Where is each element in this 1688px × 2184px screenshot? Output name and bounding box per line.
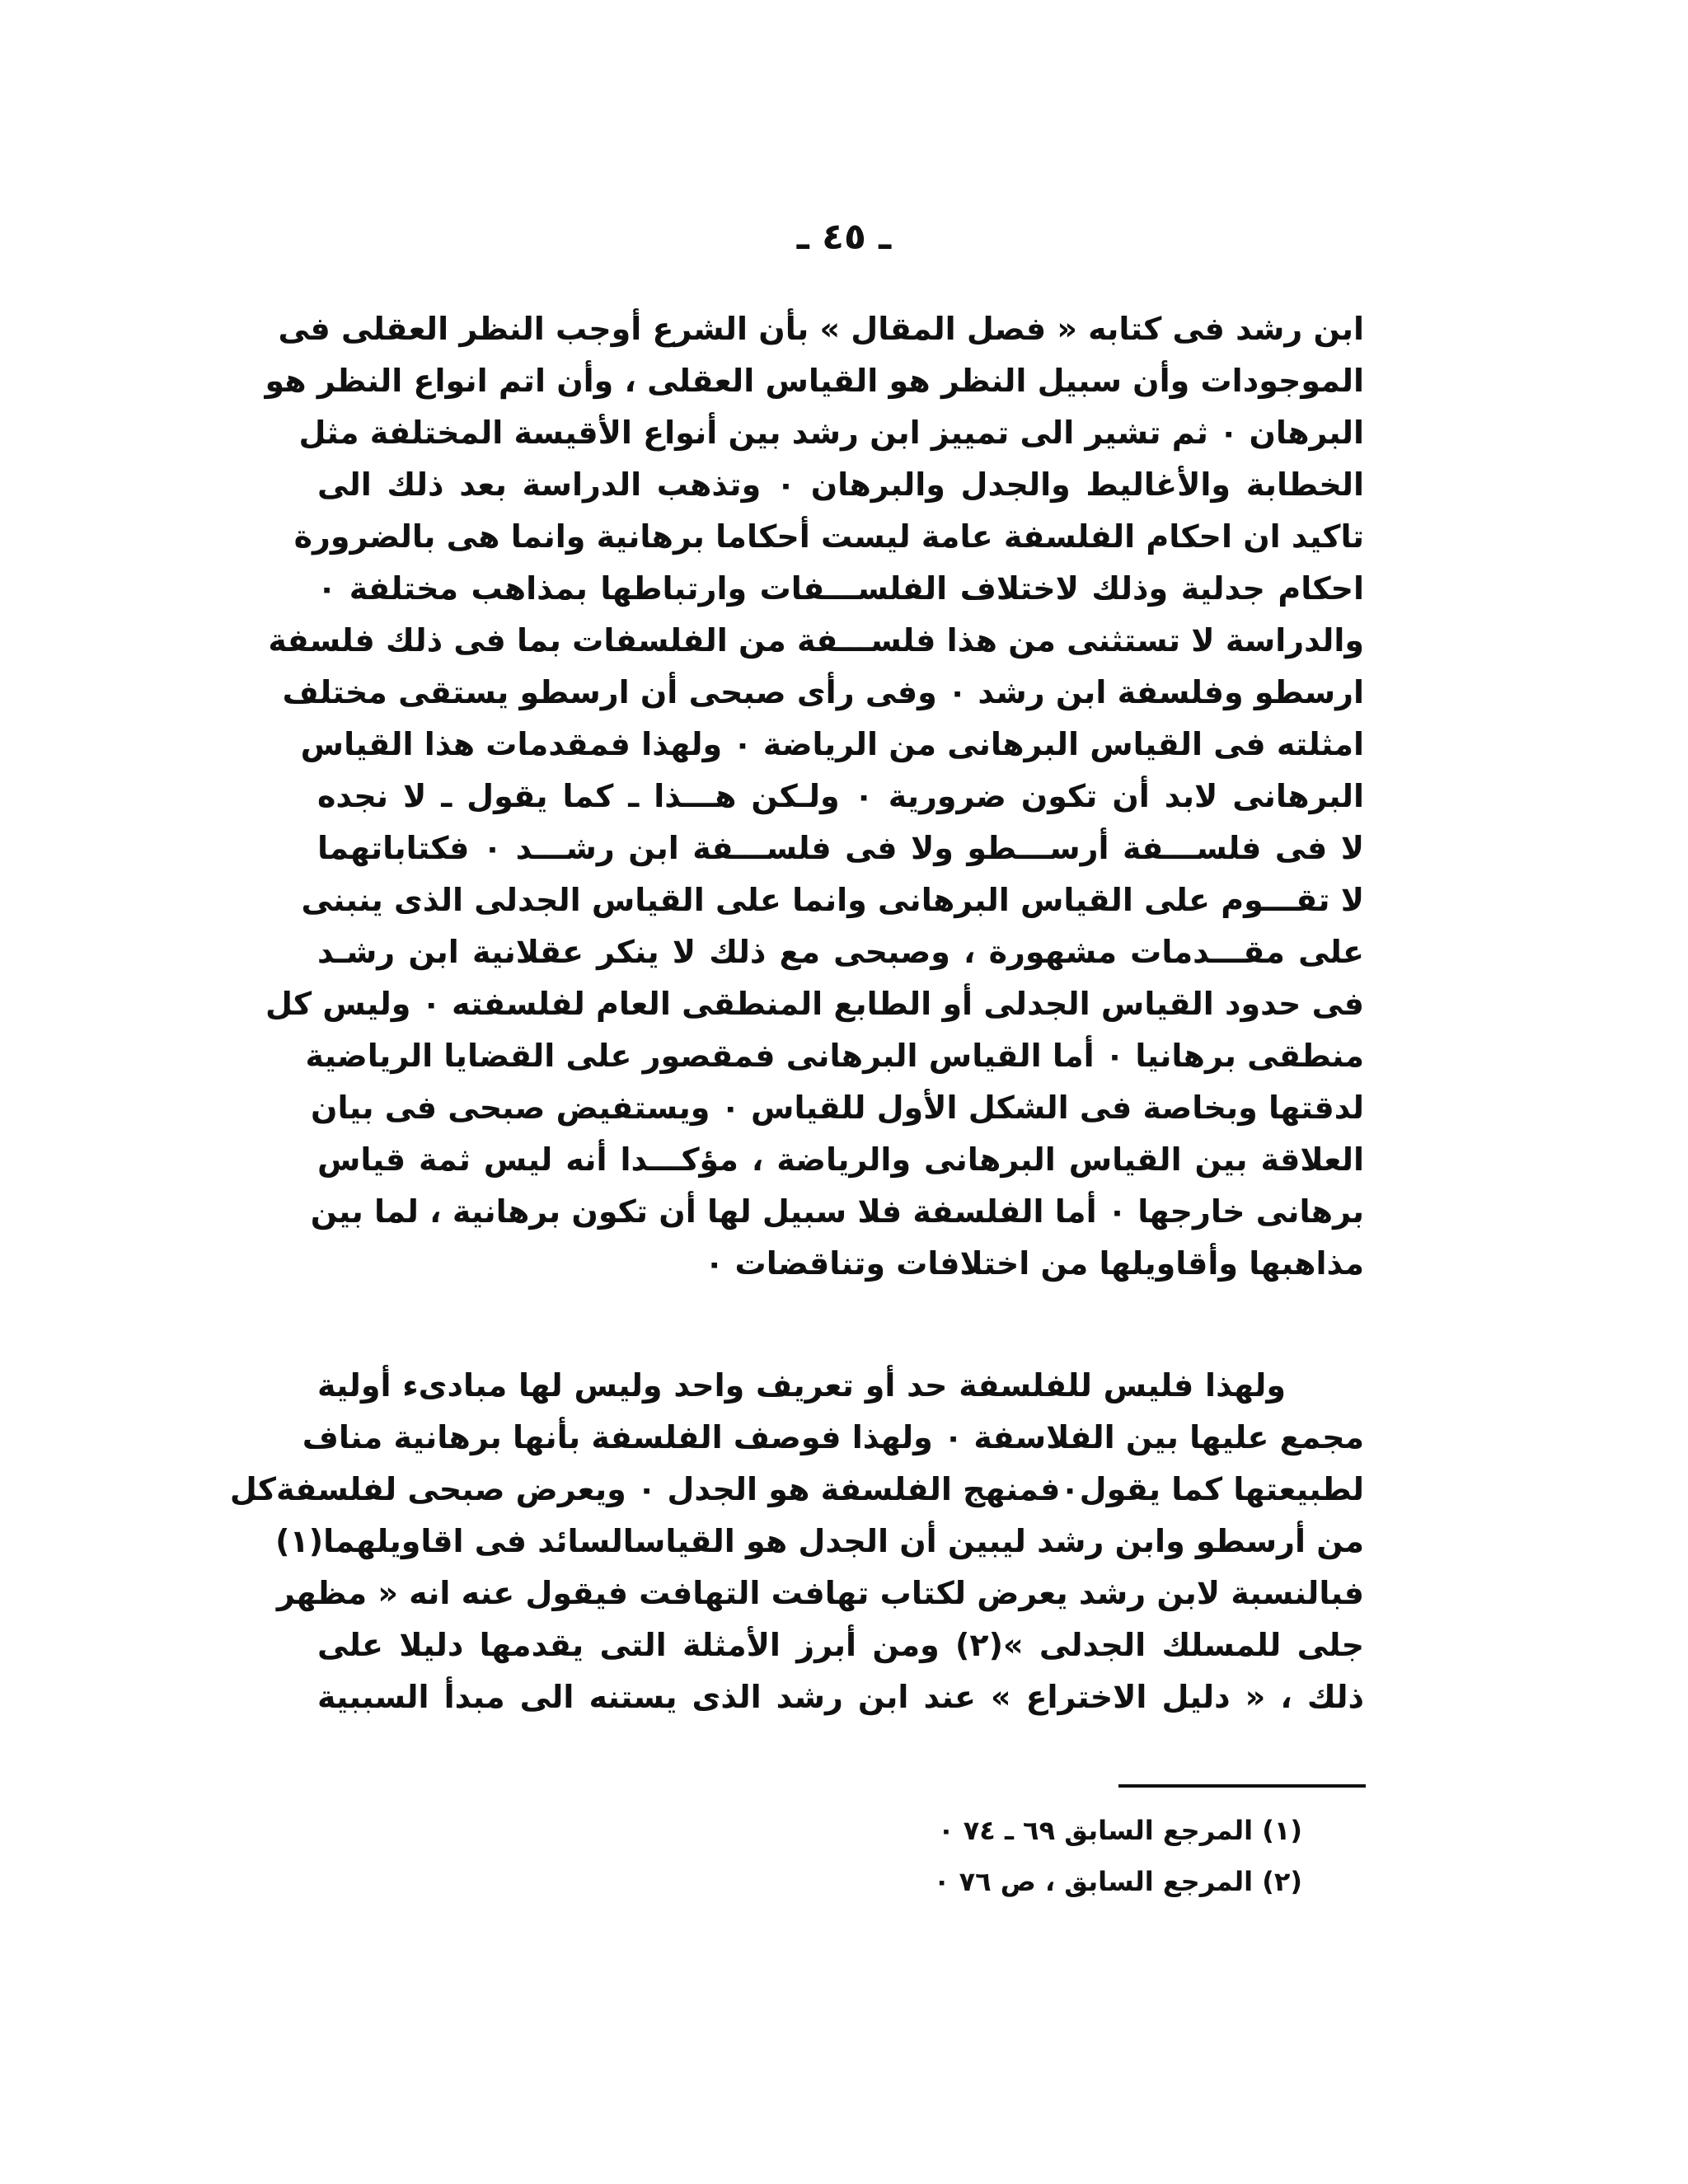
- text-line: ولهذا فليس للفلسفة حد أو تعريف واحد وليس لها مبادىء أولية: [317, 1367, 1286, 1404]
- text-line: على مقـــدمات مشهورة ، وصبحى مع ذلك لا ينكر عقلانية ابن رشـد: [317, 934, 1364, 970]
- text-line: برهانى خارجها ٠ أما الفلسفة فلا سبيل لها أن تكون برهانية ، لما بين: [310, 1193, 1364, 1230]
- text-line: ابن رشد فى كتابه « فصل المقال » بأن الشرع أوجب النظر العقلى فى: [278, 311, 1364, 347]
- text-line: ارسطو وفلسفة ابن رشد ٠ وفى رأى صبحى أن ارسطو يستقى مختلف: [282, 674, 1364, 710]
- text-line: احكام جدلية وذلك لاختلاف الفلســـفات وارتباطها بمذاهب مختلفة ٠: [317, 570, 1364, 607]
- text-line: فبالنسبة لابن رشد يعرض لكتاب تهافت التهافت فيقول عنه انه « مظهر: [276, 1575, 1364, 1611]
- footnotes: [742, 1805, 1302, 1907]
- paragraph-1: [265, 303, 1364, 1290]
- text-line: العلاقة بين القياس البرهانى والرياضة ، مؤكـــدا أنه ليس ثمة قياس: [317, 1141, 1364, 1178]
- text-line: لدقتها وبخاصة فى الشكل الأول للقياس ٠ ويستفيض صبحى فى بيان: [311, 1090, 1364, 1126]
- text-line: مجمع عليها بين الفلاسفة ٠ ولهذا فوصف الفلسفة بأنها برهانية مناف: [302, 1419, 1364, 1455]
- text-line: منطقى برهانيا ٠ أما القياس البرهانى فمقصور على القضايا الرياضية: [305, 1038, 1364, 1074]
- text-line: لا تقـــوم على القياس البرهانى وانما على القياس الجدلى الذى ينبنى: [301, 882, 1364, 918]
- text-line: امثلته فى القياس البرهانى من الرياضة ٠ ولهذا فمقدمات هذا القياس: [300, 726, 1364, 762]
- text-line: تاكيد ان احكام الفلسفة عامة ليست أحكاما برهانية وانما هى بالضرورة: [293, 518, 1364, 555]
- text-line: لطبيعتها كما يقول٠فمنهج الفلسفة هو الجدل ٠ ويعرض صبحى لفلسفةكل: [229, 1471, 1364, 1507]
- text-line: والدراسة لا تستثنى من هذا فلســـفة من الفلسفات بما فى ذلك فلسفة: [268, 622, 1364, 658]
- text-line: جلى للمسلك الجدلى »(٢) ومن أبرز الأمثلة التى يقدمها دليلا على: [317, 1627, 1364, 1663]
- text-line: البرهان ٠ ثم تشير الى تمييز ابن رشد بين أنواع الأقيسة المختلفة مثل: [298, 415, 1364, 451]
- text-line: الموجودات وأن سبيل النظر هو القياس العقلى ، وأن اتم انواع النظر هو: [265, 363, 1364, 399]
- text-line: ذلك ، « دليل الاختراع » عند ابن رشد الذى يستنه الى مبدأ السببية: [317, 1679, 1364, 1715]
- footnote-divider: [1118, 1784, 1366, 1788]
- text-line: الخطابة والأغاليط والجدل والبرهان ٠ وتذهب الدراسة بعد ذلك الى: [317, 466, 1364, 503]
- page-number: ـ ٤٥ ـ: [796, 216, 892, 258]
- text-line: البرهانى لابد أن تكون ضرورية ٠ ولـكن هـــذا ـ كما يقول ـ لا نجده: [317, 778, 1364, 814]
- footnote-2: (٢) المرجع السابق ، ص ٧٦ ٠: [933, 1866, 1302, 1897]
- footnote-1: (١) المرجع السابق ٦٩ ـ ٧٤ ٠: [938, 1815, 1302, 1846]
- paragraph-2: [229, 1360, 1364, 1723]
- text-line: مذاهبها وأقاويلها من اختلافات وتناقضات ٠: [705, 1245, 1364, 1282]
- text-line: من أرسطو وابن رشد ليبين أن الجدل هو القياسالسائد فى اقاويلهما(١): [275, 1523, 1364, 1559]
- text-line: لا فى فلســـفة أرســـطو ولا فى فلســـفة ابن رشـــد ٠ فكتاباتهما: [317, 830, 1364, 866]
- text-line: فى حدود القياس الجدلى أو الطابع المنطقى العام لفلسفته ٠ وليس كل: [265, 986, 1364, 1022]
